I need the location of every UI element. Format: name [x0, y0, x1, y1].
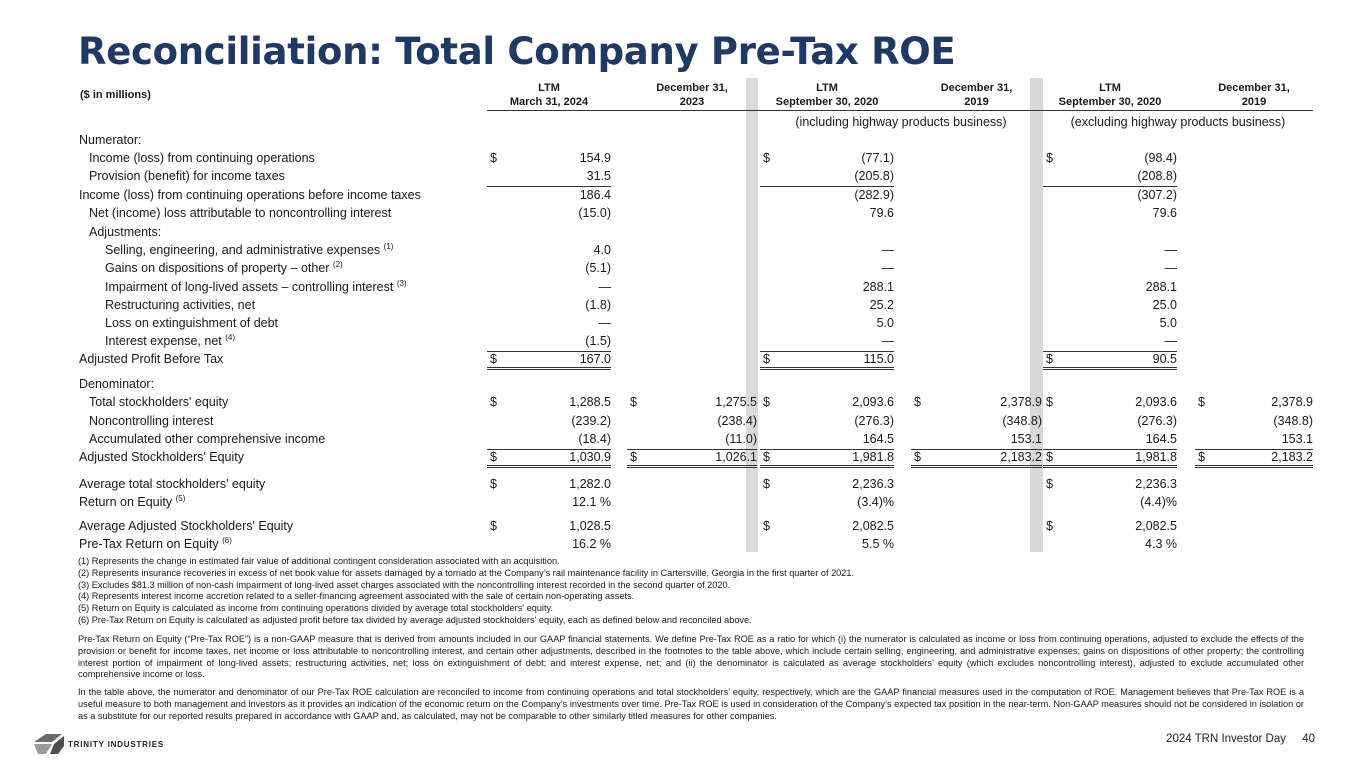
- cell-value: 164.5: [862, 432, 894, 446]
- table-row-adj-profit: [0, 352, 1365, 370]
- cell-value: (15.0): [578, 206, 611, 220]
- table-cell: [911, 450, 1042, 468]
- dollar-sign: $: [490, 151, 497, 165]
- column-header-dec-2019-incl: December 31, 2019: [940, 82, 1013, 108]
- header-rule: [487, 110, 1313, 111]
- cell-value: 167.0: [579, 352, 611, 366]
- row-label-text: Denominator:: [79, 377, 155, 391]
- table-cell: [1043, 151, 1177, 169]
- table-cell: [1043, 316, 1177, 334]
- row-label: [79, 352, 223, 366]
- row-label-text: Income (loss) from continuing operations before income taxes: [79, 188, 421, 202]
- table-cell: [760, 243, 894, 261]
- table-cell: [1043, 432, 1177, 450]
- row-label: [89, 151, 315, 165]
- column-header-dec-2023: December 31, 2023: [656, 82, 728, 108]
- table-row-avg-adj-equity: [0, 519, 1365, 537]
- column-header-ltm-mar-2024: LTM March 31, 2024: [509, 82, 589, 108]
- table-cell: [760, 432, 894, 450]
- table-cell: [760, 316, 894, 334]
- table-row-adjustments: [0, 225, 1365, 243]
- row-label-text: Income (loss) from continuing operations: [89, 151, 315, 165]
- footnotes: [78, 556, 1304, 627]
- cell-value: 153.1: [1010, 432, 1042, 446]
- row-label: [79, 377, 154, 391]
- row-label-text: Numerator:: [79, 133, 142, 147]
- footnote-ref: (3): [396, 278, 407, 288]
- table-row-denominator: [0, 377, 1365, 395]
- cell-value: 1,275.5: [715, 395, 757, 409]
- dollar-sign: $: [490, 352, 497, 366]
- row-label: [105, 316, 278, 330]
- row-label-text: Impairment of long-lived assets – controlling interest: [105, 280, 394, 294]
- cell-value: (239.2): [571, 414, 611, 428]
- cell-value: 1,288.5: [569, 395, 611, 409]
- row-label-text: Adjusted Profit Before Tax: [79, 352, 224, 366]
- cell-value: (5.1): [585, 261, 611, 275]
- table-row-income-before: [0, 188, 1365, 206]
- table-cell: [1043, 188, 1177, 206]
- row-label-text: Restructuring activities, net: [105, 298, 256, 312]
- table-cell: [487, 477, 611, 495]
- cell-value: (98.4): [1144, 151, 1177, 165]
- group-label-including: (including highway products business): [795, 115, 1007, 129]
- table-row-numerator: [0, 133, 1365, 151]
- cell-value: (208.8): [1137, 169, 1177, 183]
- cell-value: 2,378.9: [1271, 395, 1313, 409]
- table-cell: [1043, 537, 1177, 555]
- cell-value: 79.6: [1152, 206, 1177, 220]
- cell-value: 288.1: [862, 280, 894, 294]
- table-cell: [487, 537, 611, 555]
- table-cell: [911, 432, 1042, 450]
- cell-value: 2,082.5: [852, 519, 894, 533]
- cell-value: —: [1164, 334, 1177, 348]
- table-cell: [1043, 450, 1177, 468]
- table-cell: [487, 450, 611, 468]
- cell-value: (348.8): [1273, 414, 1313, 428]
- cell-value: 288.1: [1145, 280, 1177, 294]
- table-cell: [487, 495, 611, 513]
- table-cell: [1043, 352, 1177, 370]
- row-label-text: Loss on extinguishment of debt: [105, 316, 279, 330]
- table-cell: [487, 188, 611, 206]
- row-label-text: Average Adjusted Stockholders' Equity: [79, 519, 294, 533]
- footnote-4: (4) Represents interest income accretion related to a seller-financing agreement associated with the sale of certain non-operating assets.: [78, 591, 635, 602]
- footnote-ref: (2): [332, 259, 343, 269]
- cell-value: 79.6: [869, 206, 894, 220]
- column-header-ltm-sep-2020-excl: LTM September 30, 2020: [1058, 82, 1162, 108]
- cell-value: (238.4): [717, 414, 757, 428]
- table-cell: [1043, 261, 1177, 279]
- row-label: [105, 243, 393, 257]
- cell-value: 2,378.9: [1000, 395, 1042, 409]
- cell-value: 1,028.5: [569, 519, 611, 533]
- table-cell: [1043, 243, 1177, 261]
- cell-value: (4.4)%: [1140, 495, 1177, 509]
- dollar-sign: $: [490, 477, 497, 491]
- cell-value: (205.8): [854, 169, 894, 183]
- dollar-sign: $: [1046, 395, 1053, 409]
- row-label: [89, 414, 213, 428]
- footnote-5: (5) Return on Equity is calculated as income from continuing operations divided by average total stockholders' equity.: [78, 603, 553, 614]
- cell-value: (1.5): [585, 334, 611, 348]
- table-cell: [760, 298, 894, 316]
- table-row-aoci: [0, 432, 1365, 450]
- table-cell: [760, 495, 894, 513]
- cell-value: 2,093.6: [852, 395, 894, 409]
- table-cell: [1195, 414, 1313, 432]
- footnote-ref: (1): [383, 241, 394, 251]
- table-row-loss-debt: [0, 316, 1365, 334]
- dollar-sign: $: [1198, 395, 1205, 409]
- cell-value: 1,282.0: [569, 477, 611, 491]
- dollar-sign: $: [763, 450, 770, 464]
- table-row-restructuring: [0, 298, 1365, 316]
- footnote-ref: (5): [175, 493, 186, 503]
- units-label: ($ in millions): [80, 89, 151, 101]
- table-cell: [760, 151, 894, 169]
- table-cell: [760, 477, 894, 495]
- cell-value: 186.4: [579, 188, 611, 202]
- table-cell: [487, 316, 611, 334]
- dollar-sign: $: [763, 352, 770, 366]
- table-cell: [760, 261, 894, 279]
- dollar-sign: $: [1198, 450, 1205, 464]
- table-cell: [487, 280, 611, 298]
- logo-text: TRINITY INDUSTRIES: [68, 740, 165, 749]
- dollar-sign: $: [763, 395, 770, 409]
- row-label: [105, 298, 255, 312]
- cell-value: 2,236.3: [852, 477, 894, 491]
- table-cell: [487, 352, 611, 370]
- row-label-text: Adjusted Stockholders' Equity: [79, 450, 244, 464]
- cell-value: 25.2: [869, 298, 894, 312]
- cell-value: 31.5: [586, 169, 611, 183]
- cell-value: 1,981.8: [1135, 450, 1177, 464]
- table-cell: [1043, 169, 1177, 187]
- table-cell: [487, 151, 611, 169]
- row-label-text: Interest expense, net: [105, 334, 222, 348]
- group-label-excluding: (excluding highway products business): [1070, 115, 1286, 129]
- footnote-1: (1) Represents the change in estimated fair value of additional contingent consideration associated with an acquisition.: [78, 556, 560, 566]
- dollar-sign: $: [630, 395, 637, 409]
- table-cell: [487, 334, 611, 352]
- table-cell: [1043, 519, 1177, 537]
- table-cell: [760, 334, 894, 352]
- cell-value: 154.9: [579, 151, 611, 165]
- cell-value: 90.5: [1152, 352, 1177, 366]
- row-label-text: Gains on dispositions of property – other: [105, 261, 330, 275]
- dollar-sign: $: [1046, 519, 1053, 533]
- cell-value: 2,236.3: [1135, 477, 1177, 491]
- cell-value: —: [1164, 261, 1177, 275]
- table-cell: [487, 206, 611, 224]
- dollar-sign: $: [1046, 450, 1053, 464]
- table-row-pretax-roe: [0, 537, 1365, 555]
- cell-value: 2,183.2: [1000, 450, 1042, 464]
- table-row-adj-equity: [0, 450, 1365, 468]
- cell-value: 153.1: [1281, 432, 1313, 446]
- row-label-text: Provision (benefit) for income taxes: [89, 169, 285, 183]
- row-label-text: Net (income) loss attributable to noncontrolling interest: [89, 206, 392, 220]
- table-cell: [627, 450, 757, 468]
- row-label: [105, 261, 343, 275]
- row-label-text: Average total stockholders' equity: [79, 477, 266, 491]
- table-row-impairment: [0, 280, 1365, 298]
- row-label: [89, 395, 228, 409]
- row-label-text: Accumulated other comprehensive income: [89, 432, 326, 446]
- row-label: [79, 133, 142, 147]
- table-cell: [1043, 298, 1177, 316]
- footnote-3: (3) Excludes $81.3 million of non-cash impairment of long-lived asset charges associated with the noncontrolling interest recorded in the second quarter of 2020.: [78, 579, 731, 590]
- table-row-roe: [0, 495, 1365, 513]
- row-label-text: Return on Equity: [79, 495, 173, 509]
- cell-value: 1,981.8: [852, 450, 894, 464]
- table-row-nci: [0, 206, 1365, 224]
- table-cell: [487, 298, 611, 316]
- row-label: [79, 519, 293, 533]
- dollar-sign: $: [630, 450, 637, 464]
- cell-value: (3.4)%: [857, 495, 894, 509]
- table-row-gains: [0, 261, 1365, 279]
- row-label-text: Total stockholders' equity: [89, 395, 229, 409]
- table-cell: [760, 188, 894, 206]
- table-cell: [1195, 395, 1313, 413]
- cell-value: (77.1): [861, 151, 894, 165]
- footnote-ref: (4): [225, 332, 236, 342]
- cell-value: (11.0): [725, 432, 757, 446]
- table-cell: [1043, 395, 1177, 413]
- cell-value: 5.5 %: [862, 537, 894, 551]
- row-label: [105, 280, 407, 294]
- table-cell: [760, 519, 894, 537]
- table-cell: [1043, 280, 1177, 298]
- cell-value: 25.0: [1152, 298, 1177, 312]
- cell-value: 164.5: [1145, 432, 1177, 446]
- cell-value: (307.2): [1137, 188, 1177, 202]
- table-row-income-cont: [0, 151, 1365, 169]
- cell-value: —: [598, 316, 611, 330]
- row-label: [89, 225, 161, 239]
- cell-value: —: [881, 261, 894, 275]
- footer-event: 2024 TRN Investor Day: [1166, 733, 1286, 745]
- table-cell: [627, 395, 757, 413]
- table-cell: [760, 280, 894, 298]
- cell-value: (276.3): [1137, 414, 1177, 428]
- table-cell: [1043, 495, 1177, 513]
- table-cell: [1043, 414, 1177, 432]
- table-cell: [487, 519, 611, 537]
- table-cell: [760, 169, 894, 187]
- table-cell: [487, 432, 611, 450]
- page-number: 40: [1302, 733, 1315, 745]
- cell-value: —: [881, 243, 894, 257]
- table-cell: [1195, 450, 1313, 468]
- table-cell: [627, 432, 757, 450]
- table-cell: [1043, 477, 1177, 495]
- table-cell: [487, 414, 611, 432]
- cell-value: 2,082.5: [1135, 519, 1177, 533]
- cell-value: 4.0: [593, 243, 611, 257]
- cell-value: (348.8): [1002, 414, 1042, 428]
- table-row-provision: [0, 169, 1365, 187]
- cell-value: —: [598, 280, 611, 294]
- row-label: [105, 334, 235, 348]
- cell-value: 1,026.1: [715, 450, 757, 464]
- cell-value: 1,030.9: [569, 450, 611, 464]
- row-label: [89, 432, 325, 446]
- table-cell: [627, 414, 757, 432]
- footnote-2: (2) Represents insurance recoveries in excess of net book value for assets damaged by a tornado at the Company’s rail maintenance facility in Cartersville, Georgia in the first quarter of 2021.: [78, 567, 855, 578]
- cell-value: (282.9): [854, 188, 894, 202]
- dollar-sign: $: [763, 477, 770, 491]
- dollar-sign: $: [490, 395, 497, 409]
- table-cell: [760, 537, 894, 555]
- row-label-text: Pre-Tax Return on Equity: [79, 537, 219, 551]
- column-header-ltm-sep-2020-incl: LTM September 30, 2020: [775, 82, 879, 108]
- table-row-total-equity: [0, 395, 1365, 413]
- dollar-sign: $: [1046, 352, 1053, 366]
- cell-value: —: [881, 334, 894, 348]
- cell-value: 4.3 %: [1145, 537, 1177, 551]
- footnote-ref: (6): [222, 535, 232, 545]
- table-row-nci-equity: [0, 414, 1365, 432]
- table-cell: [487, 261, 611, 279]
- row-label-text: Selling, engineering, and administrative expenses: [105, 243, 381, 257]
- dollar-sign: $: [490, 450, 497, 464]
- table-cell: [1043, 334, 1177, 352]
- table-cell: [760, 395, 894, 413]
- table-row-avg-equity: [0, 477, 1365, 495]
- cell-value: 5.0: [876, 316, 894, 330]
- cell-value: 115.0: [863, 352, 894, 366]
- footnote-6: (6) Pre-Tax Return on Equity is calculated as adjusted profit before tax divided by average adjusted stockholders' equity, each as defined below and reconciled above.: [78, 614, 752, 625]
- page-title: Reconciliation: Total Company Pre-Tax ROE: [78, 30, 956, 73]
- row-label: [89, 169, 285, 183]
- table-row-sga: [0, 243, 1365, 261]
- cell-value: (1.8): [585, 298, 611, 312]
- table-cell: [487, 243, 611, 261]
- cell-value: (18.4): [578, 432, 611, 446]
- table-cell: [760, 352, 894, 370]
- cell-value: 2,093.6: [1135, 395, 1177, 409]
- row-label: [79, 450, 244, 464]
- cell-value: 16.2 %: [572, 537, 611, 551]
- cell-value: 2,183.2: [1271, 450, 1313, 464]
- table-cell: [487, 395, 611, 413]
- cell-value: —: [1164, 243, 1177, 257]
- table-cell: [487, 169, 611, 187]
- column-header-dec-2019-excl: December 31, 2019: [1218, 82, 1290, 108]
- dollar-sign: $: [914, 450, 921, 464]
- row-label: [79, 477, 265, 491]
- reconciliation-paragraph: In the table above, the numerator and denominator of our Pre-Tax ROE calculation are reconciled to income from continuing operations and total stockholders’ equity, respectively, which are the GAAP financial measures used in the computation of ROE. Management believes that Pre-Tax ROE is a useful measure to both management and investors as it provides an indication of the economic return on the Company’s investments over time. Pre-Tax ROE is used in consideration of the Company’s expected tax position in the near-term. Non-GAAP measures should not be considered in isolation or as a substitute for our reported results prepared in accordance with GAAP and, as calculated, may not be comparable to other similarly titled measures for other companies.: [78, 687, 1304, 721]
- dollar-sign: $: [1046, 477, 1053, 491]
- row-label: [79, 537, 232, 551]
- cell-value: 5.0: [1159, 316, 1177, 330]
- table-cell: [760, 450, 894, 468]
- definition-paragraph: Pre-Tax Return on Equity (“Pre-Tax ROE”) is a non-GAAP measure that is derived from amounts included in our GAAP financial statements. We define Pre-Tax ROE as a ratio for which (i) the numerator is calculated as income or loss from continuing operations, adjusted to exclude the effects of the provision or benefit for income taxes, net income or loss attributable to noncontrolling interest, and certain other adjustments, described in the footnotes to the table above, which include certain selling, engineering, and administrative expenses; gains on dispositions of other property; the controlling interest portion of impairment of long-lived assets; restructuring activities, net; loss on extinguishment of debt; and interest expense, net; and (ii) the denominator is calculated as average stockholders’ equity (which excludes noncontrolling interest), adjusted to exclude accumulated other comprehensive income or loss.: [78, 634, 1304, 680]
- dollar-sign: $: [914, 395, 921, 409]
- table-row-interest: [0, 334, 1365, 352]
- row-label-text: Noncontrolling interest: [89, 414, 214, 428]
- cell-value: (276.3): [854, 414, 894, 428]
- table-cell: [760, 414, 894, 432]
- row-label: [79, 495, 185, 509]
- table-cell: [1043, 206, 1177, 224]
- row-label-text: Adjustments:: [89, 225, 162, 239]
- table-cell: [1195, 432, 1313, 450]
- row-label: [79, 188, 421, 202]
- table-cell: [911, 395, 1042, 413]
- dollar-sign: $: [1046, 151, 1053, 165]
- dollar-sign: $: [763, 151, 770, 165]
- row-label: [89, 206, 391, 220]
- dollar-sign: $: [490, 519, 497, 533]
- dollar-sign: $: [763, 519, 770, 533]
- table-cell: [911, 414, 1042, 432]
- table-cell: [760, 206, 894, 224]
- cell-value: 12.1 %: [572, 495, 611, 509]
